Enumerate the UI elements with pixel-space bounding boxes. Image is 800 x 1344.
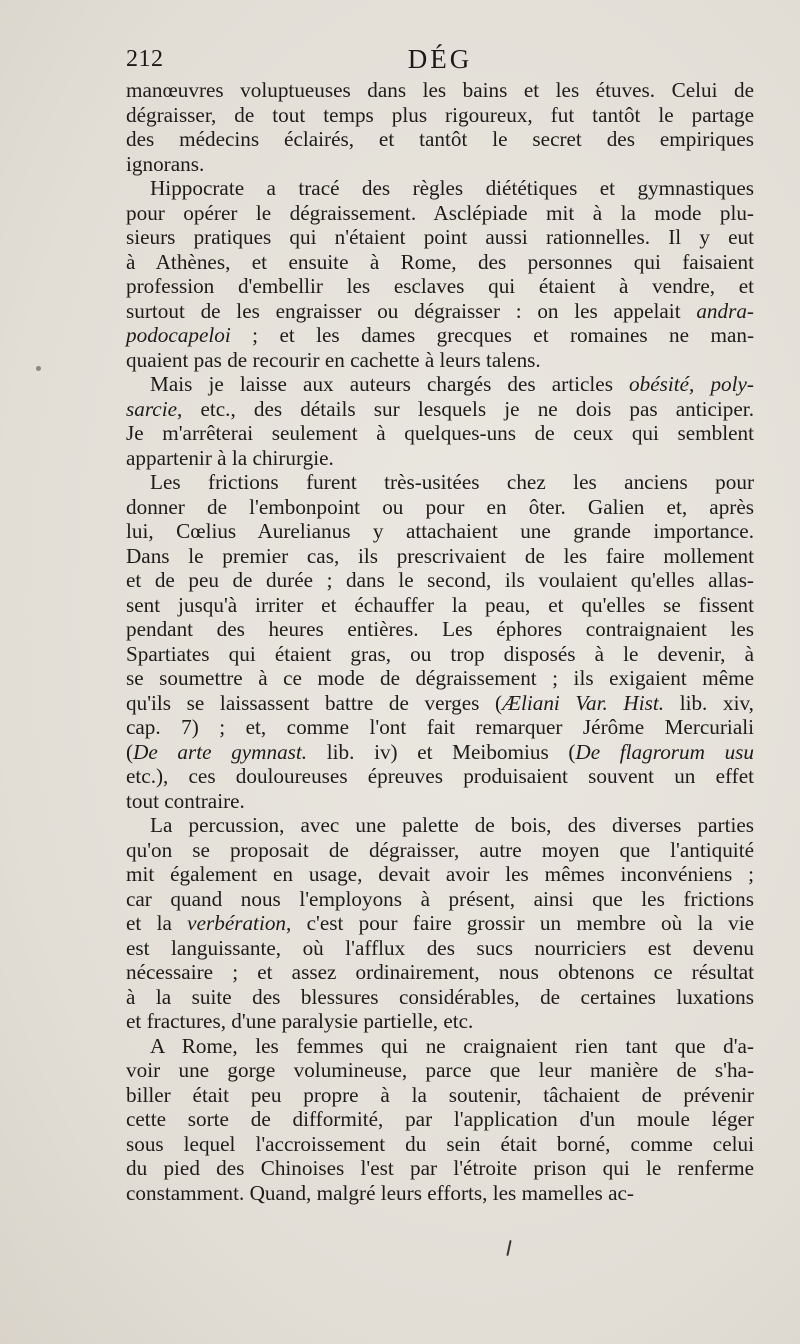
- text-segment: lib. iv) et Meibomius (: [307, 739, 576, 764]
- text-segment: et de peu de durée ; dans le second, ils voulaient qu'elles allas-: [126, 568, 754, 592]
- text-segment: tout contraire.: [126, 788, 245, 813]
- text-line: [126, 176, 754, 201]
- text-line: [126, 544, 754, 569]
- text-line: [126, 1034, 754, 1059]
- text-segment: sous lequel l'accroissement du sein était borné, comme celui: [126, 1131, 754, 1156]
- text-segment: A Rome, les femmes qui ne craignaient rien tant que d'a-: [150, 1033, 754, 1058]
- text-line: [126, 862, 754, 887]
- text-segment: sieurs pratiques qui n'étaient point aussi rationnelles. Il y eut: [126, 225, 754, 249]
- text-line: [126, 691, 754, 716]
- text-line: [126, 911, 754, 936]
- text-segment: lib. xiv,: [664, 690, 754, 715]
- text-line: [126, 764, 754, 789]
- text-segment: pour opérer le dégraissement. Asclépiade mit à la mode plu-: [126, 200, 754, 225]
- text-segment: sent jusqu'à irriter et échauffer la peau, et qu'elles se fissent: [126, 592, 754, 617]
- paragraph: [126, 176, 754, 372]
- text-line: [126, 1132, 754, 1157]
- text-segment: du pied des Chinoises l'est par l'étroite prison qui le renferme: [126, 1156, 754, 1180]
- text-line: [126, 715, 754, 740]
- text-line: [126, 348, 754, 373]
- text-segment: voir une gorge volumineuse, parce que leur manière de s'ha-: [126, 1058, 754, 1082]
- text-segment: constamment. Quand, malgré leurs efforts, les mamelles ac-: [126, 1180, 634, 1205]
- paragraph: [126, 78, 754, 176]
- text-line: [126, 127, 754, 152]
- text-segment: est languissante, où l'afflux des sucs nourriciers est devenu: [126, 935, 754, 960]
- italic-text: verbération: [187, 911, 287, 935]
- text-line: [126, 960, 754, 985]
- text-segment: ), ces douloureuses épreuves produisaient souvent un effet: [156, 764, 754, 788]
- text-line: [126, 1181, 754, 1206]
- text-line: [126, 519, 754, 544]
- text-segment: (: [126, 739, 134, 764]
- text-line: [126, 838, 754, 863]
- text-segment: pendant des heures entières. Les éphores contraignaient les: [126, 617, 754, 641]
- text-line: [126, 397, 754, 422]
- text-segment: biller était peu propre à la soutenir, tâchaient de prévenir: [126, 1082, 754, 1107]
- text-line: [126, 78, 754, 103]
- text-line: [126, 1156, 754, 1181]
- text-line: [126, 421, 754, 446]
- running-title: DÉG: [407, 44, 473, 74]
- ink-spot: [36, 366, 41, 371]
- text-segment: , etc., des détails sur lesquels je ne dois pas anticiper.: [177, 396, 754, 421]
- text-segment: Spartiates qui étaient gras, ou trop disposés à le devenir, à: [126, 641, 754, 666]
- page-number: 212: [126, 46, 164, 72]
- text-segment: des médecins éclairés, et tantôt le secret des empiriques: [126, 127, 754, 151]
- text-line: [126, 593, 754, 618]
- text-line: [126, 250, 754, 275]
- paragraph: [126, 1034, 754, 1206]
- running-head: [126, 44, 754, 78]
- text-line: [126, 642, 754, 667]
- text-line: [126, 274, 754, 299]
- text-line: [126, 813, 754, 838]
- text-line: [126, 1009, 754, 1034]
- text-segment: car quand nous l'employons à présent, ainsi que les frictions: [126, 886, 754, 911]
- text-segment: , c'est pour faire grossir un membre où la vie: [286, 911, 754, 935]
- text-line: [126, 299, 754, 324]
- text-segment: profession d'embellir les esclaves qui étaient à vendre, et: [126, 274, 754, 298]
- text-line: [126, 1107, 754, 1132]
- text-line: [126, 936, 754, 961]
- text-segment: ignorans.: [126, 151, 205, 176]
- text-segment: et la: [126, 911, 188, 935]
- italic-text: andra-: [696, 298, 754, 323]
- text-segment: qu'ils se laissassent battre de verges (: [126, 690, 503, 715]
- text-segment: surtout de les engraisser ou dégraisser : on les appelait: [126, 298, 697, 323]
- text-line: [126, 568, 754, 593]
- text-segment: dégraisser, de tout temps plus rigoureux, fut tantôt le partage: [126, 102, 754, 127]
- text-segment: se soumettre à ce mode de dégraissement ; ils exigaient même: [126, 666, 754, 690]
- text-line: [126, 617, 754, 642]
- italic-text: De arte gymnast.: [133, 739, 308, 764]
- italic-text: sarcie: [126, 396, 177, 421]
- text-segment: Dans le premier cas, ils prescrivaient de les faire mollement: [126, 543, 754, 568]
- text-line: [126, 1058, 754, 1083]
- text-segment: à Athènes, et ensuite à Rome, des personnes qui faisaient: [126, 249, 754, 274]
- text-line: [126, 1083, 754, 1108]
- text-line: [126, 323, 754, 348]
- text-line: [126, 666, 754, 691]
- text-segment: Les frictions furent très-usitées chez les anciens pour: [150, 470, 754, 494]
- paragraph: [126, 813, 754, 1034]
- text-segment: à la suite des blessures considérables, de certaines luxations: [126, 984, 754, 1009]
- text-segment: quaient pas de recourir en cachette à leurs talens.: [126, 347, 541, 372]
- text-segment: cette sorte de difformité, par l'application d'un moule léger: [126, 1107, 754, 1131]
- ink-mark: [506, 1240, 511, 1256]
- text-line: [126, 495, 754, 520]
- text-segment: manœuvres voluptueuses dans les bains et les étuves. Celui de: [126, 78, 754, 102]
- text-line: [126, 201, 754, 226]
- text-line: [126, 887, 754, 912]
- text-segment: cap. 7) ; et, comme l'ont fait remarquer Jérôme Mercuriali: [126, 715, 754, 739]
- text-segment: Hippocrate a tracé des règles diététiques et gymnastiques: [150, 176, 754, 200]
- text-line: [126, 740, 754, 765]
- text-segment: appartenir à la chirurgie.: [126, 445, 334, 470]
- text-segment: Je m'arrêterai seulement à quelques-uns de ceux qui semblent: [126, 421, 754, 445]
- italic-text: obésité, poly-: [629, 372, 754, 396]
- italic-text: podocapeloi: [126, 323, 231, 347]
- text-line: [126, 103, 754, 128]
- italic-text: Æliani Var. Hist.: [502, 690, 665, 715]
- text-line: [126, 152, 754, 177]
- text-segment: nécessaire ; et assez ordinairement, nous obtenons ce résultat: [126, 960, 754, 984]
- text-segment: qu'on se proposait de dégraisser, autre moyen que l'antiquité: [126, 837, 754, 862]
- paragraph: [126, 470, 754, 813]
- body-text: [126, 78, 754, 1205]
- text-line: [126, 789, 754, 814]
- text-line: [126, 372, 754, 397]
- text-line: [126, 470, 754, 495]
- text-segment: Mais je laisse aux auteurs chargés des articles: [150, 372, 630, 396]
- text-segment: etc.: [126, 764, 156, 788]
- text-segment: lui, Cœlius Aurelianus y attachaient une grande importance.: [126, 519, 754, 543]
- italic-text: De flagrorum usu: [575, 739, 755, 764]
- paragraph: [126, 372, 754, 470]
- text-segment: et fractures, d'une paralysie partielle, etc.: [126, 1009, 474, 1033]
- text-line: [126, 225, 754, 250]
- text-line: [126, 446, 754, 471]
- text-segment: donner de l'embonpoint ou pour en ôter. Galien et, après: [126, 494, 754, 519]
- text-line: [126, 985, 754, 1010]
- text-segment: mit également en usage, devait avoir les mêmes inconvéniens ;: [126, 862, 754, 886]
- text-segment: La percussion, avec une palette de bois, des diverses parties: [150, 813, 754, 837]
- text-segment: ; et les dames grecques et romaines ne man-: [230, 323, 754, 347]
